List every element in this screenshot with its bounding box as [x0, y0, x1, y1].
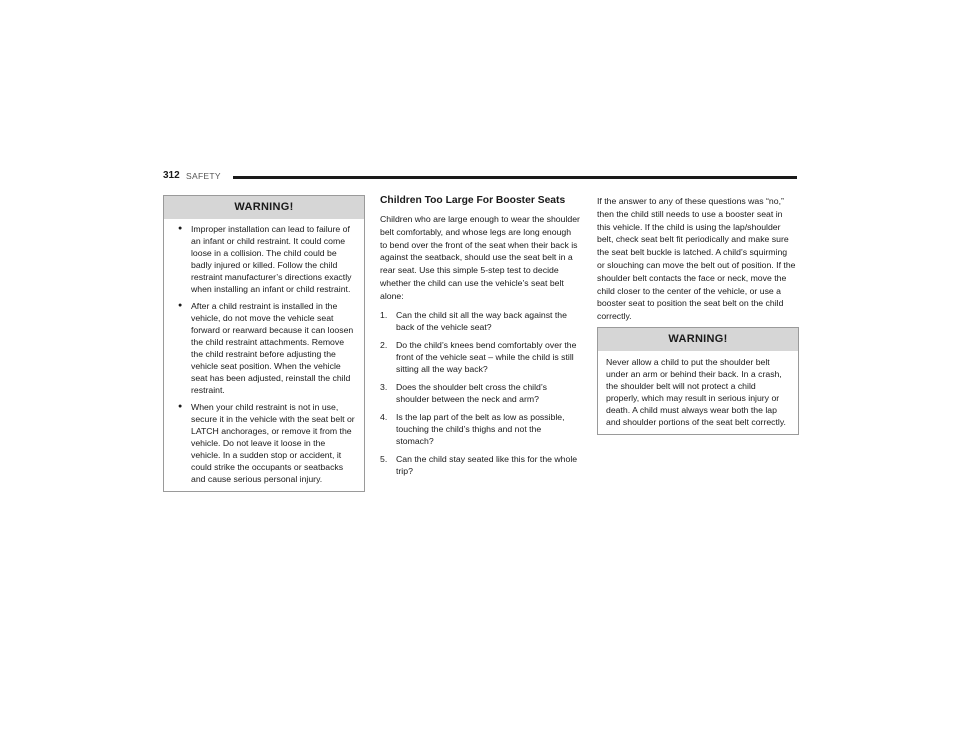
left-warning-box [163, 195, 365, 492]
warning-title: WARNING! [598, 328, 798, 351]
right-warning-box [597, 327, 799, 435]
warning-item: ● When your child restraint is not in use, secure it in the vehicle with the seat belt or LATCH anchorages, or remove it from the vehicle. Do not leave it loose in the vehicle. In a sudden stop or accident, it could strike the occupants or seatbacks and cause serious personal injury. [178, 401, 356, 485]
test-steps-list [380, 309, 580, 477]
step-text: Is the lap part of the belt as low as possible, touching the child’s thighs and not the stomach? [396, 411, 565, 446]
step-number: 2. [380, 339, 388, 350]
warning-list [164, 219, 364, 491]
section-heading: Children Too Large For Booster Seats [380, 195, 566, 206]
middle-column [380, 194, 580, 483]
intro-paragraph: Children who are large enough to wear the shoulder belt comfortably, and whose legs are long enough to bend over the front of the seat when their back is against the seatback, should use the seat belt in a rear seat. Use this simple 5-step test to decide whether the child can use the vehicle’s seat belt alone: [380, 214, 580, 301]
page-header [163, 170, 797, 184]
section-title: SAFETY [186, 171, 221, 181]
step-text: Can the child sit all the way back against the back of the vehicle seat? [396, 309, 567, 332]
warning-item: ● After a child restraint is installed in the vehicle, do not move the vehicle seat forward or rearward because it can loosen the child restraint attachments. Remove the child restraint before adjusting the vehicle seat position. When the vehicle seat has been adjusted, reinstall the child restraint. [178, 300, 356, 396]
step-number: 1. [380, 309, 388, 320]
list-item [380, 381, 580, 405]
right-column [597, 195, 797, 323]
list-item [380, 453, 580, 477]
step-number: 3. [380, 381, 388, 392]
page-number: 312 [163, 170, 180, 181]
warning-item: ● Improper installation can lead to failure of an infant or child restraint. It could come loose in a collision. The child could be badly injured or killed. Follow the child restraint manufacturer’s directions exactly when installing an infant or child restraint. [178, 223, 356, 295]
step-text: Can the child stay seated like this for the whole trip? [396, 453, 578, 476]
step-text: Does the shoulder belt cross the child’s shoulder between the neck and arm? [396, 381, 547, 404]
header-rule [233, 176, 797, 179]
warning-title: WARNING! [164, 196, 364, 219]
list-item [380, 309, 580, 333]
warning-text: Never allow a child to put the shoulder belt under an arm or behind their back. In a crash, the shoulder belt will not protect a child properly, which may result in serious injury or death. A child must always wear both the lap and shoulder portions of the seat belt correctly. [606, 357, 786, 427]
list-item [380, 411, 580, 447]
step-number: 5. [380, 453, 388, 464]
step-text: Do the child’s knees bend comfortably over the front of the vehicle seat – while the child is still sitting all the way back? [396, 339, 577, 374]
list-item [380, 339, 580, 375]
booster-paragraph: If the answer to any of these questions was “no,” then the child still needs to use a booster seat in this vehicle. If the child is using the lap/shoulder belt, check seat belt fit periodically and make sure the seat belt buckle is latched. A child’s squirming or slouching can move the belt out of position. If the shoulder belt contacts the face or neck, move the child closer to the center of the vehicle, or use a booster seat to position the seat belt on the child correctly. [597, 196, 796, 322]
step-number: 4. [380, 411, 388, 422]
